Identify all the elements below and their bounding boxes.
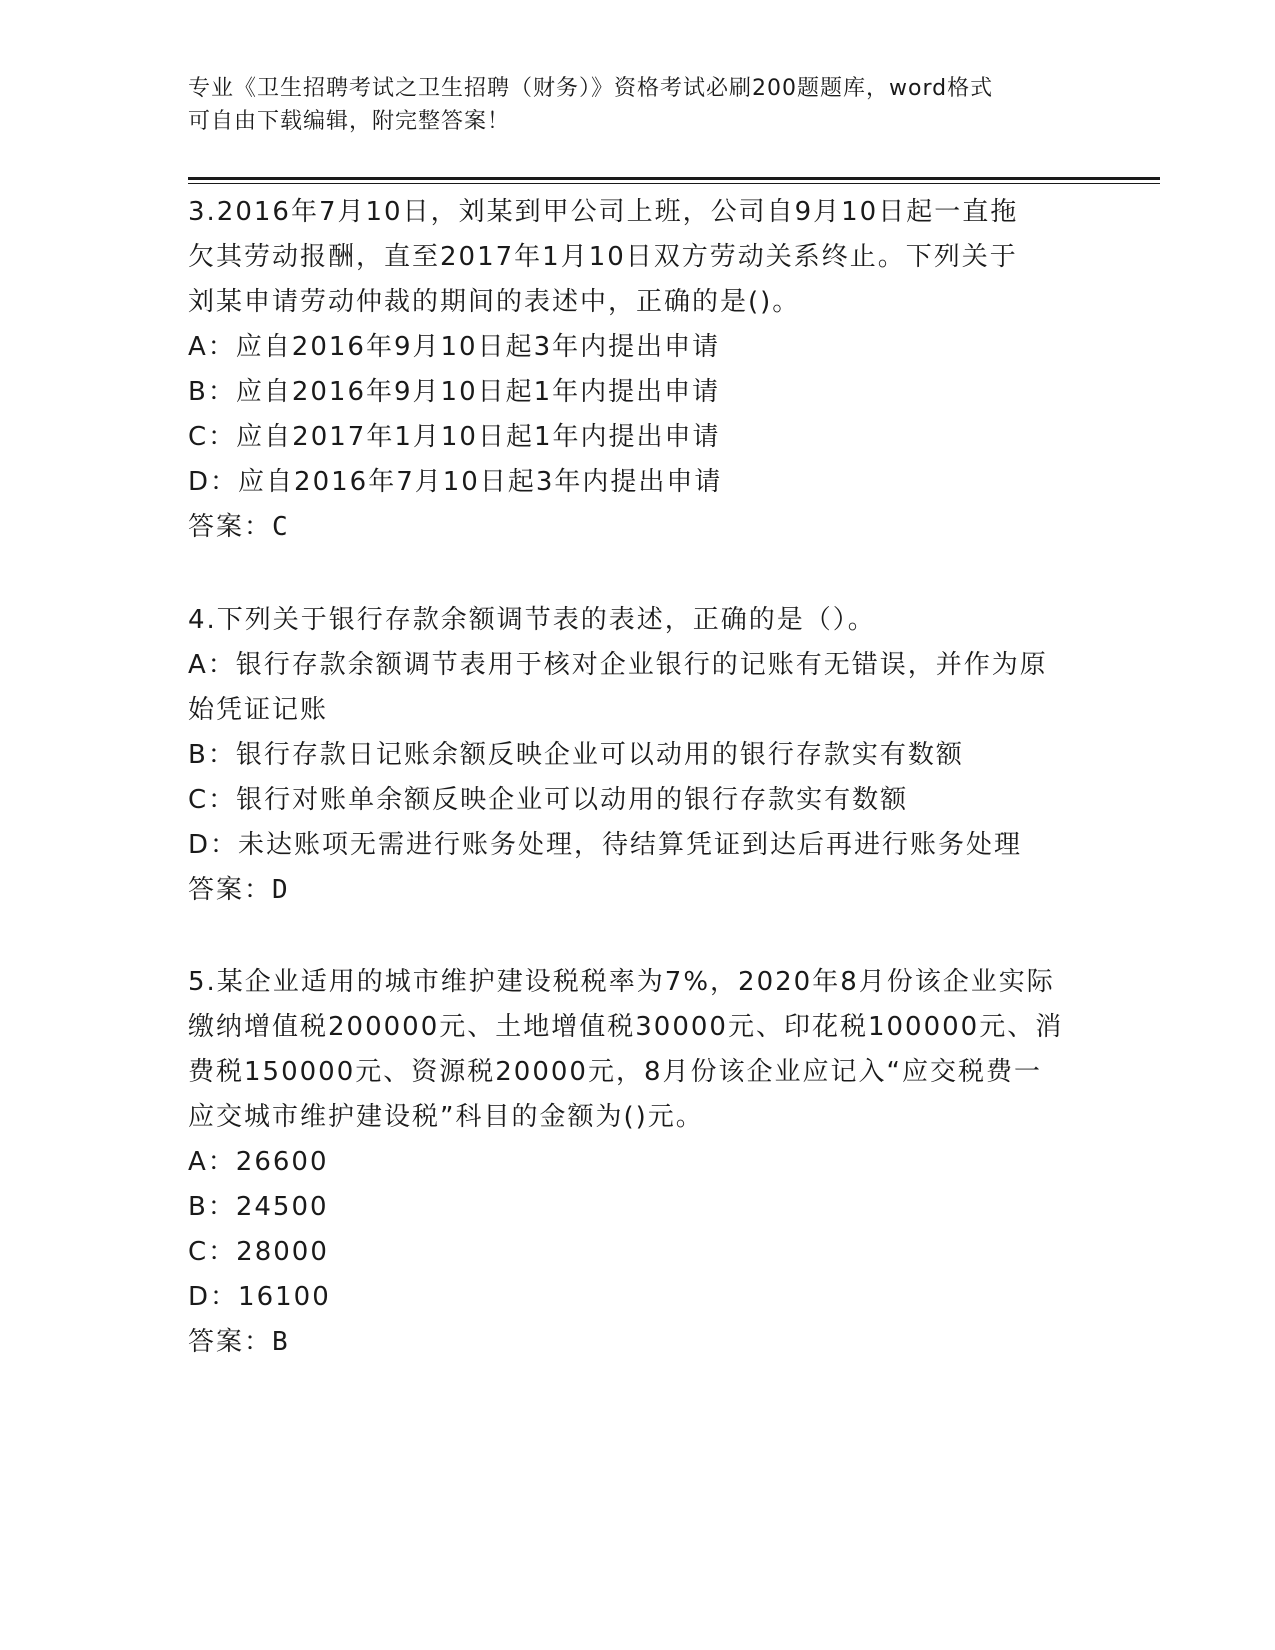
question-3 [188,190,1078,550]
answer-value: D [272,875,290,905]
question-4 [188,598,1078,913]
option-b: B：应自2016年9月10日起1年内提出申请 [188,377,721,407]
option-d: D：应自2016年7月10日起3年内提出申请 [188,467,723,497]
header-line-2: 可自由下载编辑，附完整答案！ [188,109,511,134]
answer-value: C [272,512,290,542]
question-5 [188,960,1078,1365]
question-stem-line: 应交城市维护建设税”科目的金额为()元。 [188,1102,704,1132]
answer-line [188,505,1078,550]
answer-line [188,1320,1078,1365]
question-stem-line: 缴纳增值税200000元、土地增值税30000元、印花税100000元、消 [188,1012,1064,1042]
option-a-continued: 始凭证记账 [188,695,329,725]
option-a: A：26600 [188,1147,329,1177]
question-stem-line: 4.下列关于银行存款余额调节表的表述，正确的是（）。 [188,605,876,635]
option-a: A：银行存款余额调节表用于核对企业银行的记账有无错误，并作为原 [188,650,1048,680]
document-header [188,72,1068,138]
option-c: C：28000 [188,1237,329,1267]
answer-label: 答案： [188,512,273,542]
answer-value: B [272,1327,290,1357]
option-b: B：24500 [188,1192,329,1222]
question-stem-line: 5.某企业适用的城市维护建设税税率为7%，2020年8月份该企业实际 [188,967,1055,997]
answer-label: 答案： [188,1327,273,1357]
option-c: C：银行对账单余额反映企业可以动用的银行存款实有数额 [188,785,909,815]
option-d: D：16100 [188,1282,331,1312]
option-d: D：未达账项无需进行账务处理，待结算凭证到达后再进行账务处理 [188,830,1023,860]
option-a: A：应自2016年9月10日起3年内提出申请 [188,332,721,362]
option-c: C：应自2017年1月10日起1年内提出申请 [188,422,721,452]
answer-label: 答案： [188,875,273,905]
question-stem-line: 费税150000元、资源税20000元，8月份该企业应记入“应交税费一 [188,1057,1042,1087]
question-stem-line: 3.2016年7月10日，刘某到甲公司上班，公司自9月10日起一直拖 [188,197,1019,227]
answer-line [188,868,1078,913]
header-divider-thick [188,177,1160,180]
question-stem-line: 欠其劳动报酬，直至2017年1月10日双方劳动关系终止。下列关于 [188,242,1018,272]
header-line-1: 专业《卫生招聘考试之卫生招聘（财务）》资格考试必刷200题题库，word格式 [188,76,994,101]
header-divider-thin [188,183,1160,184]
option-b: B：银行存款日记账余额反映企业可以动用的银行存款实有数额 [188,740,964,770]
question-stem-line: 刘某申请劳动仲裁的期间的表述中，正确的是()。 [188,287,801,317]
